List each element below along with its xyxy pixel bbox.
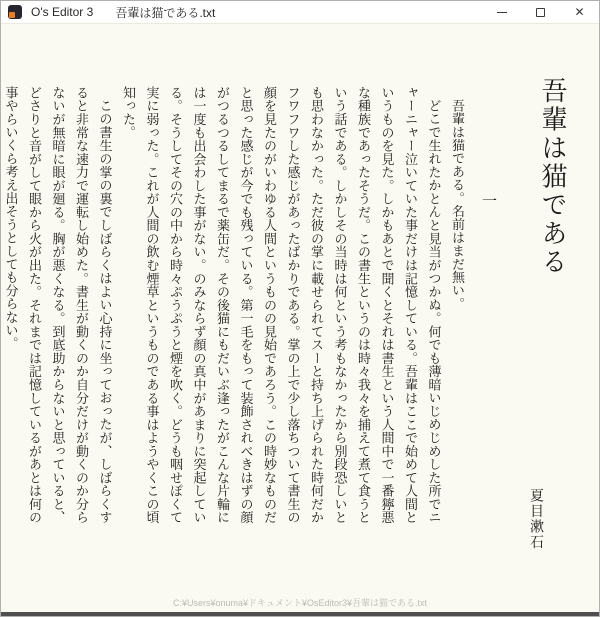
title-bar xyxy=(1,1,599,24)
close-button[interactable] xyxy=(560,1,599,23)
close-icon: ✕ xyxy=(574,5,585,19)
maximize-button[interactable] xyxy=(521,1,560,23)
paragraph[interactable]: どこで生れたかとんと見当がつかぬ。何でも薄暗いじめじめした所でニャーニャー泣いていた事だけは記憶している。吾輩はここで始めて人間というものを見た。しかもあとで聞くとそれは書生という人間中で一番獰悪な種族であったそうだ。この書生というのは時々我々を捕えて煮て食うという話である。しかしその当時は何という考もなかったから別段恐しいとも思わなかった。ただ彼の掌に載せられてスーと持ち上げられた時何だかフワフワした感じがあったばかりである。掌の上で少し落ちついて書生の顔を見たのがいわゆる人間というものの見始であろう。この時妙なものだと思った感じが今でも残っている。第一毛をもって装飾されべきはずの顔がつるつるしてまるで薬缶だ。その後猫にもだいぶ逢ったがこんな片輪には一度も出会わした事がない。のみならず顔の真中があまりに突起している。そうしてその穴の中から時々ぷうぷうと煙を吹く。どうも咽せぽくて実に弱った。これが人間の飲む煙草というものである事はようやくこの頃知った。 xyxy=(121,86,442,524)
paragraph[interactable]: この書生の掌の裏でしばらくはよい心持に坐っておったが、しばらくすると非常な速力で運転し始めた。書生が動くのか自分だけが動くのか分らないが無暗に眼が廻る。胸が悪くなる。到底助からないと思っていると、どさりと音がして眼から火が出た。それまでは記憶しているがあとは何の事やらいくら考え出そうとしても分らない。 xyxy=(3,86,113,524)
status-bar xyxy=(1,596,599,609)
minimize-button[interactable] xyxy=(482,1,521,23)
minimize-icon xyxy=(497,12,507,13)
file-path: C:¥Users¥onuma¥ドキュメント¥OsEditor3¥吾輩は猫である.txt xyxy=(172,598,428,608)
app-icon-accent xyxy=(9,12,15,18)
app-icon xyxy=(8,5,22,19)
book-title[interactable]: 吾輩は猫である xyxy=(538,77,567,277)
body-text[interactable] xyxy=(1,86,469,524)
author-name[interactable]: 夏目漱石 xyxy=(528,488,543,550)
document-title: 吾輩は猫である.txt xyxy=(115,5,216,20)
window-bottom-edge xyxy=(1,612,599,616)
app-title: O's Editor 3 xyxy=(31,5,94,19)
paragraph[interactable]: 吾輩は猫である。名前はまだ無い。 xyxy=(450,99,465,311)
chapter-number[interactable]: 一 xyxy=(480,193,496,208)
window-controls xyxy=(482,1,599,23)
maximize-icon xyxy=(536,8,545,17)
editor-page[interactable] xyxy=(1,25,599,612)
